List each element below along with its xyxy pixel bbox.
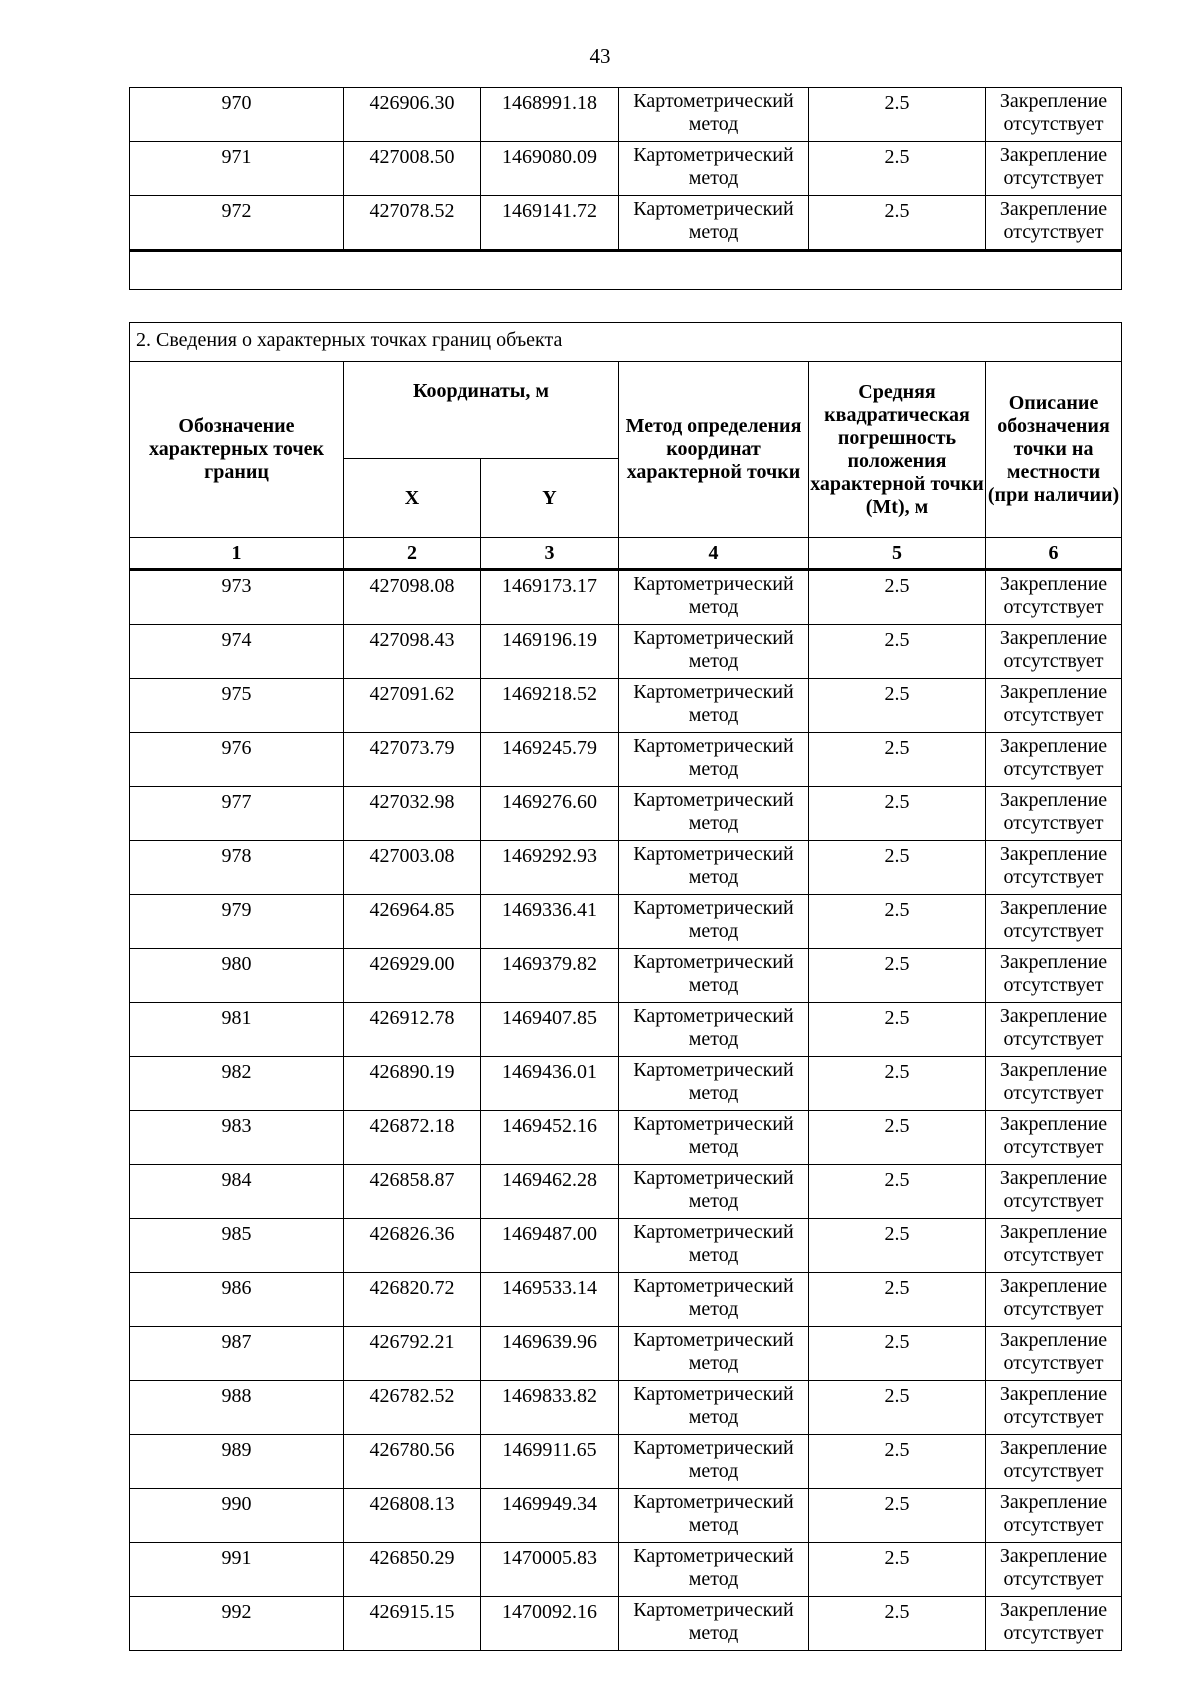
cell-x: 427008.50	[344, 142, 481, 196]
cell-mt: 2.5	[809, 787, 986, 841]
table-row	[130, 733, 1122, 787]
table-row	[130, 1003, 1122, 1057]
column-number: 1	[130, 538, 344, 570]
section-title-row	[130, 323, 1122, 362]
cell-y: 1469833.82	[481, 1381, 619, 1435]
cell-mt: 2.5	[809, 841, 986, 895]
cell-x: 427032.98	[344, 787, 481, 841]
cell-point: 985	[130, 1219, 344, 1273]
cell-mt: 2.5	[809, 1111, 986, 1165]
cell-method: Картометрический метод	[619, 1273, 809, 1327]
cell-desc: Закрепление отсутствует	[986, 1489, 1122, 1543]
cell-desc: Закрепление отсутствует	[986, 1381, 1122, 1435]
cell-mt: 2.5	[809, 1003, 986, 1057]
cell-point: 988	[130, 1381, 344, 1435]
cell-point: 981	[130, 1003, 344, 1057]
cell-method: Картометрический метод	[619, 1003, 809, 1057]
cell-desc: Закрепление отсутствует	[986, 142, 1122, 196]
cell-point: 971	[130, 142, 344, 196]
cell-y: 1469639.96	[481, 1327, 619, 1381]
table-row	[130, 1273, 1122, 1327]
cell-method: Картометрический метод	[619, 625, 809, 679]
cell-mt: 2.5	[809, 1489, 986, 1543]
cell-mt: 2.5	[809, 1273, 986, 1327]
cell-mt: 2.5	[809, 1543, 986, 1597]
cell-point: 979	[130, 895, 344, 949]
cell-point: 976	[130, 733, 344, 787]
cell-mt: 2.5	[809, 895, 986, 949]
cell-y: 1469336.41	[481, 895, 619, 949]
cell-mt: 2.5	[809, 625, 986, 679]
continued-points-table	[129, 87, 1122, 290]
cell-x: 426858.87	[344, 1165, 481, 1219]
cell-desc: Закрепление отсутствует	[986, 949, 1122, 1003]
cell-desc: Закрепление отсутствует	[986, 1003, 1122, 1057]
cell-method: Картометрический метод	[619, 88, 809, 142]
cell-point: 986	[130, 1273, 344, 1327]
table-row	[130, 949, 1122, 1003]
column-number: 4	[619, 538, 809, 570]
cell-method: Картометрический метод	[619, 841, 809, 895]
cell-desc: Закрепление отсутствует	[986, 1165, 1122, 1219]
table-row	[130, 1597, 1122, 1651]
cell-desc: Закрепление отсутствует	[986, 1435, 1122, 1489]
table-row	[130, 1057, 1122, 1111]
table-row	[130, 1435, 1122, 1489]
cell-method: Картометрический метод	[619, 570, 809, 625]
table-row	[130, 679, 1122, 733]
cell-y: 1469533.14	[481, 1273, 619, 1327]
table-row	[130, 88, 1122, 142]
cell-x: 426964.85	[344, 895, 481, 949]
cell-y: 1469462.28	[481, 1165, 619, 1219]
cell-y: 1469436.01	[481, 1057, 619, 1111]
cell-method: Картометрический метод	[619, 1165, 809, 1219]
header-row	[130, 362, 1122, 459]
cell-method: Картометрический метод	[619, 1057, 809, 1111]
cell-x: 426820.72	[344, 1273, 481, 1327]
table-row	[130, 1111, 1122, 1165]
continued-points-body	[130, 88, 1122, 251]
cell-desc: Закрепление отсутствует	[986, 88, 1122, 142]
cell-point: 972	[130, 196, 344, 251]
cell-desc: Закрепление отсутствует	[986, 733, 1122, 787]
cell-x: 426912.78	[344, 1003, 481, 1057]
cell-method: Картометрический метод	[619, 196, 809, 251]
cell-y: 1469379.82	[481, 949, 619, 1003]
column-number: 2	[344, 538, 481, 570]
cell-x: 427003.08	[344, 841, 481, 895]
table-row	[130, 1381, 1122, 1435]
cell-point: 973	[130, 570, 344, 625]
cell-desc: Закрепление отсутствует	[986, 1111, 1122, 1165]
blank-row	[130, 251, 1122, 290]
table-row	[130, 142, 1122, 196]
cell-mt: 2.5	[809, 679, 986, 733]
cell-y: 1468991.18	[481, 88, 619, 142]
column-number: 5	[809, 538, 986, 570]
cell-method: Картометрический метод	[619, 733, 809, 787]
cell-x: 426915.15	[344, 1597, 481, 1651]
cell-y: 1469218.52	[481, 679, 619, 733]
cell-y: 1469173.17	[481, 570, 619, 625]
boundary-points-table	[129, 322, 1122, 1651]
cell-desc: Закрепление отсутствует	[986, 787, 1122, 841]
cell-point: 978	[130, 841, 344, 895]
table-row	[130, 625, 1122, 679]
cell-x: 426890.19	[344, 1057, 481, 1111]
cell-y: 1469141.72	[481, 196, 619, 251]
section-title: 2. Сведения о характерных точках границ объекта	[130, 323, 1122, 362]
table-row	[130, 841, 1122, 895]
header-method: Метод определения координат характерной точки	[619, 362, 809, 538]
table-row	[130, 1327, 1122, 1381]
cell-y: 1470092.16	[481, 1597, 619, 1651]
cell-desc: Закрепление отсутствует	[986, 1057, 1122, 1111]
cell-desc: Закрепление отсутствует	[986, 1327, 1122, 1381]
cell-x: 427098.08	[344, 570, 481, 625]
cell-point: 980	[130, 949, 344, 1003]
cell-x: 426929.00	[344, 949, 481, 1003]
cell-method: Картометрический метод	[619, 142, 809, 196]
table-row	[130, 895, 1122, 949]
cell-x: 426782.52	[344, 1381, 481, 1435]
column-number: 3	[481, 538, 619, 570]
cell-method: Картометрический метод	[619, 1435, 809, 1489]
header-y: Y	[481, 459, 619, 538]
cell-method: Картометрический метод	[619, 1489, 809, 1543]
table-row	[130, 1219, 1122, 1273]
cell-desc: Закрепление отсутствует	[986, 570, 1122, 625]
cell-x: 426808.13	[344, 1489, 481, 1543]
cell-mt: 2.5	[809, 142, 986, 196]
header-x: X	[344, 459, 481, 538]
column-numbers-row	[130, 538, 1122, 570]
cell-mt: 2.5	[809, 1057, 986, 1111]
cell-desc: Закрепление отсутствует	[986, 1543, 1122, 1597]
cell-desc: Закрепление отсутствует	[986, 1597, 1122, 1651]
cell-method: Картометрический метод	[619, 679, 809, 733]
cell-mt: 2.5	[809, 1219, 986, 1273]
cell-method: Картометрический метод	[619, 1219, 809, 1273]
cell-y: 1469911.65	[481, 1435, 619, 1489]
cell-point: 974	[130, 625, 344, 679]
cell-y: 1470005.83	[481, 1543, 619, 1597]
cell-x: 426780.56	[344, 1435, 481, 1489]
cell-y: 1469292.93	[481, 841, 619, 895]
cell-x: 426826.36	[344, 1219, 481, 1273]
cell-point: 970	[130, 88, 344, 142]
cell-y: 1469245.79	[481, 733, 619, 787]
cell-y: 1469949.34	[481, 1489, 619, 1543]
cell-x: 427098.43	[344, 625, 481, 679]
table-row	[130, 570, 1122, 625]
cell-method: Картометрический метод	[619, 1381, 809, 1435]
cell-mt: 2.5	[809, 196, 986, 251]
page-number: 43	[589, 44, 611, 68]
cell-mt: 2.5	[809, 1165, 986, 1219]
cell-mt: 2.5	[809, 1327, 986, 1381]
cell-y: 1469196.19	[481, 625, 619, 679]
cell-y: 1469407.85	[481, 1003, 619, 1057]
cell-method: Картометрический метод	[619, 1327, 809, 1381]
cell-y: 1469487.00	[481, 1219, 619, 1273]
cell-x: 426872.18	[344, 1111, 481, 1165]
cell-mt: 2.5	[809, 949, 986, 1003]
table-row	[130, 196, 1122, 251]
cell-mt: 2.5	[809, 733, 986, 787]
cell-point: 984	[130, 1165, 344, 1219]
cell-mt: 2.5	[809, 88, 986, 142]
header-desc: Описание обозначения точки на местности (при наличии)	[986, 362, 1122, 538]
header-point: Обозначение характерных точек границ	[130, 362, 344, 538]
table-row	[130, 787, 1122, 841]
cell-point: 987	[130, 1327, 344, 1381]
cell-mt: 2.5	[809, 1435, 986, 1489]
cell-point: 990	[130, 1489, 344, 1543]
cell-desc: Закрепление отсутствует	[986, 1273, 1122, 1327]
cell-point: 983	[130, 1111, 344, 1165]
cell-mt: 2.5	[809, 1597, 986, 1651]
cell-method: Картометрический метод	[619, 949, 809, 1003]
cell-method: Картометрический метод	[619, 787, 809, 841]
cell-desc: Закрепление отсутствует	[986, 679, 1122, 733]
cell-y: 1469080.09	[481, 142, 619, 196]
cell-desc: Закрепление отсутствует	[986, 841, 1122, 895]
cell-y: 1469452.16	[481, 1111, 619, 1165]
cell-x: 427091.62	[344, 679, 481, 733]
cell-x: 426850.29	[344, 1543, 481, 1597]
table-row	[130, 1489, 1122, 1543]
cell-point: 977	[130, 787, 344, 841]
cell-method: Картометрический метод	[619, 895, 809, 949]
cell-point: 989	[130, 1435, 344, 1489]
cell-method: Картометрический метод	[619, 1111, 809, 1165]
cell-x: 426792.21	[344, 1327, 481, 1381]
cell-desc: Закрепление отсутствует	[986, 196, 1122, 251]
cell-point: 975	[130, 679, 344, 733]
cell-mt: 2.5	[809, 1381, 986, 1435]
cell-point: 982	[130, 1057, 344, 1111]
header-mt: Средняя квадратическая погрешность положения характерной точки (Mt), м	[809, 362, 986, 538]
cell-x: 426906.30	[344, 88, 481, 142]
cell-point: 991	[130, 1543, 344, 1597]
column-number: 6	[986, 538, 1122, 570]
header-coords: Координаты, м	[344, 362, 619, 459]
table-row	[130, 1165, 1122, 1219]
cell-method: Картометрический метод	[619, 1597, 809, 1651]
cell-x: 427073.79	[344, 733, 481, 787]
boundary-points-body	[130, 570, 1122, 1651]
cell-mt: 2.5	[809, 570, 986, 625]
cell-point: 992	[130, 1597, 344, 1651]
cell-x: 427078.52	[344, 196, 481, 251]
cell-desc: Закрепление отсутствует	[986, 1219, 1122, 1273]
cell-desc: Закрепление отсутствует	[986, 625, 1122, 679]
table-row	[130, 1543, 1122, 1597]
cell-method: Картометрический метод	[619, 1543, 809, 1597]
cell-desc: Закрепление отсутствует	[986, 895, 1122, 949]
cell-y: 1469276.60	[481, 787, 619, 841]
